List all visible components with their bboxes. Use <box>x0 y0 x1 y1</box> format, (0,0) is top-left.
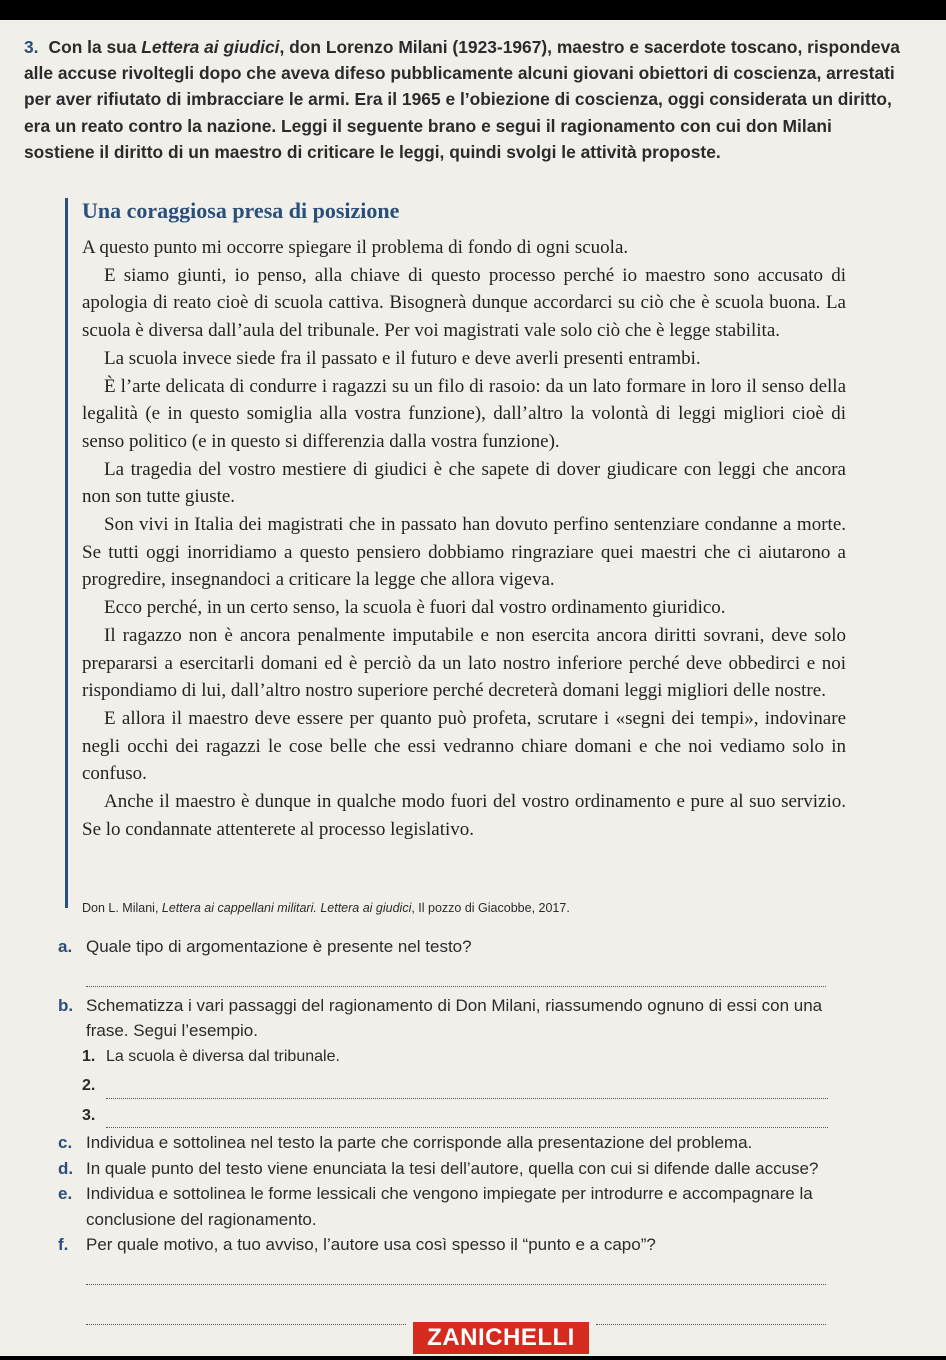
question-text: In quale punto del testo viene enunciata la tesi dell’autore, quella con cui si difende dalle accuse? <box>86 1158 819 1178</box>
answer-line-f-2[interactable] <box>86 1324 406 1325</box>
question-text: Per quale motivo, a tuo avviso, l’autore usa così spesso il “punto e a capo”? <box>86 1235 656 1254</box>
exercise-intro <box>24 34 904 165</box>
credit-suffix: , Il pozzo di Giacobbe, 2017. <box>411 901 570 915</box>
question-letter: f. <box>58 1235 69 1254</box>
question-b <box>58 993 848 1044</box>
step-number: 2. <box>82 1077 96 1094</box>
extract-paragraph: Ecco perché, in un certo senso, la scuola è fuori dal vostro ordinamento giuridico. <box>104 597 726 619</box>
step-number: 1. <box>82 1047 96 1065</box>
intro-text-after: , don Lorenzo Milani (1923-1967), maestro e sacerdote toscano, rispondeva alle accuse rivoltegli dopo che aveva difeso pubblicamente alcuni giovani obiettori di coscienza, arrestati per aver rifiutato di imbracciare le armi. Era il 1965 e l’obiezione di coscienza, oggi considerata un diritto, era un reato contro la nazione. Leggi il seguente brano e segui il ragionamento con cui don Milani sostiene il diritto di un maestro di criticare le leggi, quindi svolgi le attività proposte. <box>24 37 900 162</box>
question-e <box>58 1181 848 1232</box>
zanichelli-logo: ZANICHELLI <box>413 1322 589 1354</box>
question-text: Individua e sottolinea le forme lessicali che vengono impiegate per introdurre e accompagnare la conclusione del ragionamento. <box>86 1184 813 1229</box>
intro-title-italic: Lettera ai giudici <box>141 37 280 57</box>
extract-paragraph: Il ragazzo non è ancora penalmente imputabile e non esercita ancora diritti sovrani, deve solo prepararsi a esercitarli domani ed è perciò da un lato nostro inferiore perché deve obbedirci e noi rispondiamo di lui, dall’altro nostro superiore perché decreterà domani leggi migliori delle nostre. <box>82 624 846 702</box>
extract-paragraph: Son vivi in Italia dei magistrati che in passato han dovuto perfino sentenziare condanne a morte. Se tutti oggi inorridiamo a questo pensiero dobbiamo ringraziare quei maestri che ci aiutarono a progredire, insegnandoci a criticare la legge che allora vigeva. <box>82 514 846 591</box>
extract-title: Una coraggiosa presa di posizione <box>82 198 400 223</box>
answer-line-step-2[interactable] <box>106 1078 828 1099</box>
answer-line-step-3[interactable] <box>106 1107 828 1128</box>
question-letter: e. <box>58 1184 73 1203</box>
extract-paragraph: La tragedia del vostro mestiere di giudici è che sapete di dover giudicare con leggi che ancora non son tutte giuste. <box>82 458 846 508</box>
step-2 <box>58 1073 848 1099</box>
source-credit <box>82 901 846 915</box>
extract-body <box>82 234 846 843</box>
extract-paragraph: E siamo giunti, io penso, alla chiave di questo processo perché io maestro sono accusato di apologia di reato cioè di scuola cattiva. Bisognerà dunque accordarci su ciò che è scuola buona. La scuola è diversa dall’aula del tribunale. Per voi magistrati vale solo ciò che è legge stabilita. <box>82 264 846 342</box>
step-3 <box>58 1103 848 1129</box>
question-d <box>58 1156 848 1182</box>
question-letter: c. <box>58 1133 73 1152</box>
extract-paragraph: E allora il maestro deve essere per quanto può profeta, scrutare i «segni dei tempi», indovinare negli occhi dei ragazzi le cose belle che essi vedranno chiare domani e che noi vediamo solo in confuso. <box>82 707 846 785</box>
question-text: Schematizza i vari passaggi del ragionamento di Don Milani, riassumendo ognuno di essi con una frase. Segui l’esempio. <box>86 995 823 1040</box>
credit-prefix: Don L. Milani, <box>82 901 162 915</box>
question-letter: a. <box>58 937 73 956</box>
extract-paragraph: La scuola invece siede fra il passato e il futuro e deve averli presenti entrambi. <box>104 347 701 369</box>
answer-line-f-3[interactable] <box>596 1324 826 1325</box>
answer-line-a[interactable] <box>86 960 826 987</box>
question-c <box>58 1130 848 1156</box>
answer-line-f[interactable] <box>86 1258 826 1285</box>
extract-paragraph: È l’arte delicata di condurre i ragazzi su un filo di rasoio: da un lato formare in loro il senso della legalità (e in questo somiglia alla vostra funzione), dall’altro la volontà di leggi migliori cioè di senso politico (e in questo si differenzia dalla vostra funzione). <box>82 375 846 452</box>
question-letter: b. <box>58 995 74 1015</box>
questions-list <box>58 934 848 1285</box>
exercise-number: 3. <box>24 37 39 57</box>
step-text: La scuola è diversa dal tribunale. <box>106 1047 340 1065</box>
question-text: Individua e sottolinea nel testo la parte che corrisponde alla presentazione del problema. <box>86 1133 753 1152</box>
extract-paragraph: Anche il maestro è dunque in qualche modo fuori del vostro ordinamento e pure al suo servizio. Se lo condannate attenterete al processo legislativo. <box>82 791 846 840</box>
question-text: Quale tipo di argomentazione è presente nel testo? <box>86 937 472 956</box>
intro-text-before: Con la sua <box>48 37 142 57</box>
step-number: 3. <box>82 1106 96 1124</box>
extract-paragraph: A questo punto mi occorre spiegare il problema di fondo di ogni scuola. <box>82 237 629 258</box>
question-letter: d. <box>58 1158 74 1178</box>
question-a <box>58 934 848 960</box>
textbook-page <box>0 20 946 1356</box>
credit-title: Lettera ai cappellani militari. Lettera ai giudici <box>161 901 412 915</box>
question-f <box>58 1232 848 1258</box>
step-1 <box>58 1044 848 1070</box>
